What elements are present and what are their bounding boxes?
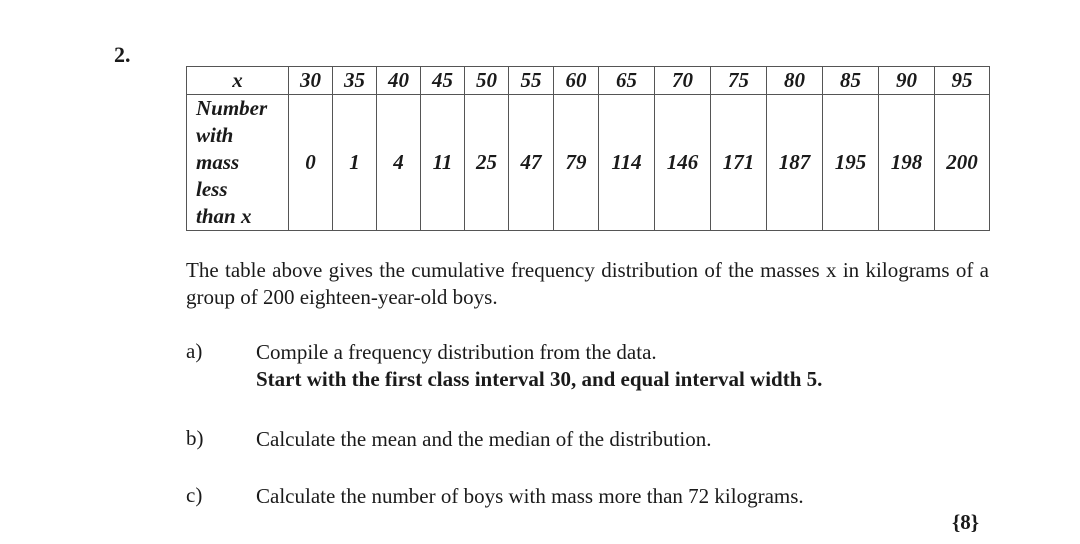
part-a-line1: Compile a frequency distribution from the data. (256, 340, 657, 364)
x-value-cell: 55 (509, 67, 554, 95)
count-cell: 187 (767, 95, 823, 231)
part-a-line2: Start with the first class interval 30, and equal interval width 5. (256, 367, 823, 391)
x-value-cell: 85 (823, 67, 879, 95)
row-label-line: Number (196, 96, 268, 120)
count-cell: 200 (935, 95, 990, 231)
x-value-cell: 65 (599, 67, 655, 95)
count-cell: 4 (377, 95, 421, 231)
x-value-cell: 80 (767, 67, 823, 95)
count-cell: 11 (421, 95, 465, 231)
x-value-cell: 30 (289, 67, 333, 95)
part-c-label: c) (186, 483, 203, 507)
count-cell: 114 (599, 95, 655, 231)
x-value-cell: 50 (465, 67, 509, 95)
x-value-cell: 95 (935, 67, 990, 95)
row-label-line: with (196, 123, 234, 147)
marks-total: {8} (952, 510, 980, 534)
x-header-cell: x (187, 67, 289, 95)
row-label-line: than x (196, 204, 252, 228)
part-b-label: b) (186, 426, 204, 450)
count-cell: 47 (509, 95, 554, 231)
table-header-row (187, 67, 990, 95)
count-cell: 25 (465, 95, 509, 231)
count-cell: 0 (289, 95, 333, 231)
x-value-cell: 75 (711, 67, 767, 95)
question-number: 2. (114, 42, 131, 67)
count-cell: 146 (655, 95, 711, 231)
part-b-text: Calculate the mean and the median of the distribution. (256, 427, 712, 451)
count-cell: 198 (879, 95, 935, 231)
row-label-line: less (196, 177, 228, 201)
count-cell: 1 (333, 95, 377, 231)
x-value-cell: 60 (554, 67, 599, 95)
x-value-cell: 40 (377, 67, 421, 95)
count-cell: 79 (554, 95, 599, 231)
part-c-text: Calculate the number of boys with mass more than 72 kilograms. (256, 484, 804, 508)
table-count-row (187, 95, 990, 231)
part-a-label: a) (186, 339, 203, 363)
row-label-cell (187, 95, 289, 231)
count-cell: 195 (823, 95, 879, 231)
cumulative-frequency-table (186, 66, 990, 231)
part-a-text (256, 339, 822, 393)
x-value-cell: 35 (333, 67, 377, 95)
x-value-cell: 90 (879, 67, 935, 95)
x-value-cell: 45 (421, 67, 465, 95)
row-label-line: mass (196, 150, 240, 174)
intro-paragraph: The table above gives the cumulative frequency distribution of the masses x in kilograms of a group of 200 eighteen-year-old boys. (186, 258, 989, 309)
count-cell: 171 (711, 95, 767, 231)
x-value-cell: 70 (655, 67, 711, 95)
